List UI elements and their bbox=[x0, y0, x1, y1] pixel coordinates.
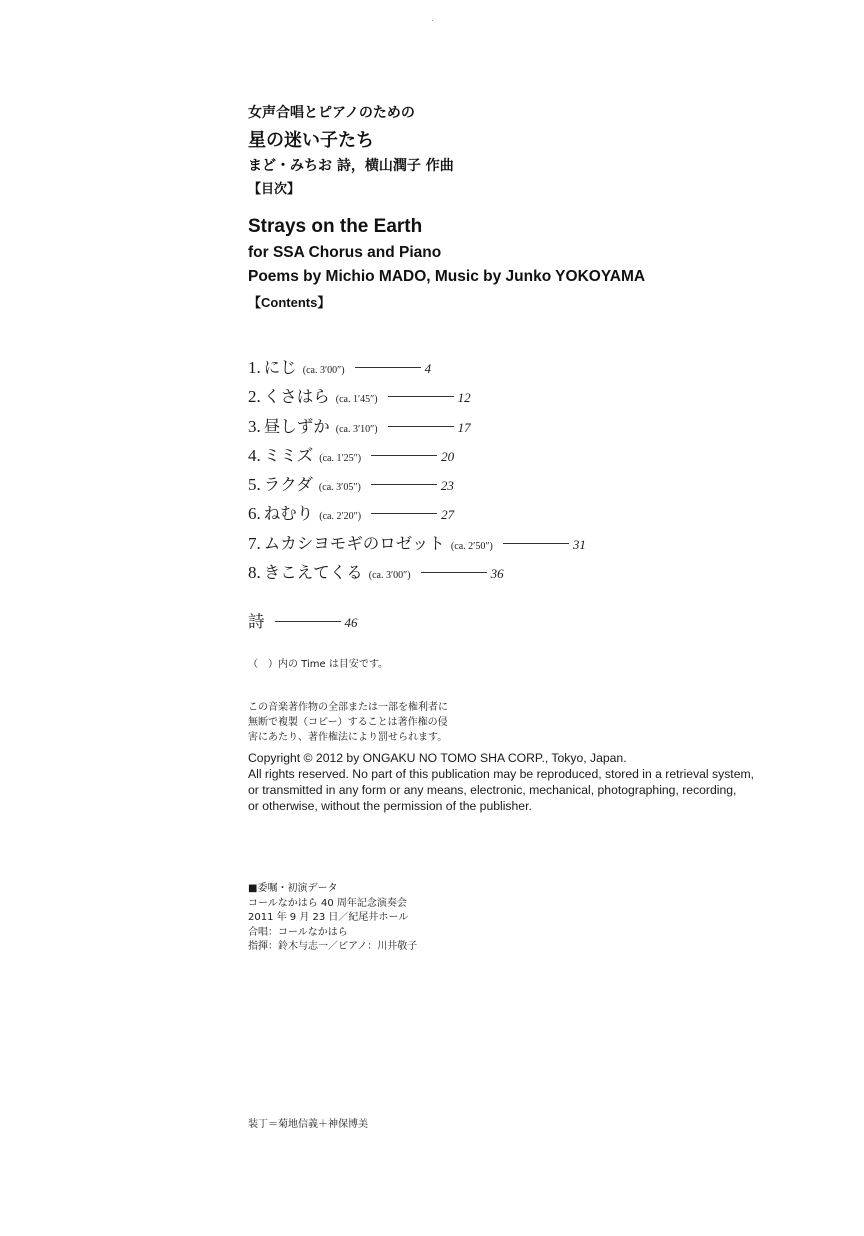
toc-duration: (ca. 3′00″) bbox=[302, 365, 345, 376]
toc-title: ムカシヨモギのロゼット bbox=[263, 533, 445, 553]
toc-page-number: 31 bbox=[572, 536, 586, 552]
toc-page-number: 36 bbox=[490, 566, 504, 582]
toc-leader-line bbox=[371, 455, 437, 456]
toc-leader-line bbox=[388, 426, 454, 427]
copyright-line: All rights reserved. No part of this publication may be reproduced, stored in a retrieval system, bbox=[248, 767, 755, 781]
toc-entry[interactable] bbox=[248, 442, 668, 471]
rights-notice-japanese bbox=[248, 700, 448, 745]
time-note: （ ）内の Time は目安です。 bbox=[248, 659, 389, 670]
toc-page-number: 17 bbox=[457, 419, 471, 435]
toc-entry[interactable] bbox=[248, 354, 668, 383]
toc-entry[interactable] bbox=[248, 530, 668, 559]
japanese-credits: まど・みちお 詩，横山潤子 作曲 bbox=[248, 158, 454, 174]
toc-entry[interactable] bbox=[248, 559, 668, 588]
rights-line: 無断で複製（コピー）することは著作権の侵 bbox=[248, 717, 448, 728]
toc-title: 詩 bbox=[248, 612, 265, 632]
toc-page-number: 4 bbox=[424, 361, 432, 376]
premiere-line: コールなかはら 40 周年記念演奏会 bbox=[248, 897, 407, 909]
toc-title: にじ bbox=[263, 358, 297, 377]
toc-leader-line bbox=[503, 543, 569, 544]
toc-entry[interactable] bbox=[248, 500, 668, 529]
japanese-subtitle: 女声合唱とピアノのための bbox=[248, 105, 415, 121]
design-credit: 装丁＝菊地信義＋神保博美 bbox=[248, 1119, 368, 1130]
toc-duration: (ca. 3′10″) bbox=[335, 423, 378, 435]
premiere-line: 2011 年 9 月 23 日／紀尾井ホール bbox=[248, 912, 409, 923]
toc-number: 1. bbox=[248, 358, 261, 377]
toc-leader-line bbox=[388, 396, 454, 397]
toc-page-number: 27 bbox=[441, 507, 455, 523]
toc-leader-line bbox=[371, 513, 437, 514]
toc-duration: (ca. 2′20″) bbox=[319, 511, 362, 523]
toc-page-number: 23 bbox=[440, 478, 454, 494]
toc-number: 8. bbox=[248, 563, 261, 583]
toc-title: ラクダ bbox=[263, 475, 313, 495]
toc-page-number: 20 bbox=[441, 448, 455, 464]
toc-number: 6. bbox=[248, 504, 261, 524]
premiere-heading: ■委嘱・初演データ bbox=[248, 883, 338, 894]
rights-line: 害にあたり、著作権法により罰せられます。 bbox=[248, 732, 448, 743]
japanese-contents-label: 【目次】 bbox=[248, 182, 301, 197]
toc-entry[interactable] bbox=[248, 383, 668, 412]
toc-duration: (ca. 3′00″) bbox=[368, 570, 411, 582]
toc-title: きこえてくる bbox=[263, 563, 363, 583]
toc-title: くさはら bbox=[263, 387, 330, 407]
english-subtitle: for SSA Chorus and Piano bbox=[248, 244, 442, 261]
english-contents-label: 【Contents】 bbox=[248, 295, 331, 310]
toc-number: 4. bbox=[248, 445, 261, 465]
toc-title: ねむり bbox=[263, 504, 314, 524]
copyright-line: or otherwise, without the permission of the publisher. bbox=[248, 799, 532, 813]
toc-leader-line bbox=[421, 572, 487, 573]
english-title: Strays on the Earth bbox=[248, 216, 423, 237]
rights-line: この音楽著作物の全部または一部を権利者に bbox=[248, 702, 448, 713]
toc-number: 3. bbox=[248, 416, 261, 436]
toc-entry[interactable] bbox=[248, 413, 668, 442]
japanese-title: 星の迷い子たち bbox=[248, 130, 374, 151]
copyright-line: Copyright © 2012 by ONGAKU NO TOMO SHA CORP., Tokyo, Japan. bbox=[248, 751, 627, 765]
toc-number: 5. bbox=[248, 475, 261, 495]
toc-title: ミミズ bbox=[263, 445, 314, 465]
copyright-notice bbox=[248, 750, 754, 814]
toc-title: 昼しずか bbox=[263, 416, 330, 436]
toc-leader-line bbox=[371, 484, 437, 485]
toc-entry[interactable] bbox=[248, 471, 668, 500]
toc-number: 2. bbox=[248, 387, 261, 407]
toc-number: 7. bbox=[248, 533, 261, 553]
scan-speck bbox=[432, 20, 433, 21]
toc-page-number: 46 bbox=[344, 615, 358, 631]
premiere-line: 指揮：鈴木与志一／ピアノ：川井敬子 bbox=[248, 941, 418, 952]
toc-leader-line bbox=[275, 621, 341, 622]
toc-leader-line bbox=[355, 367, 421, 368]
toc-page-number: 12 bbox=[457, 390, 471, 406]
toc-duration: (ca. 1′25″) bbox=[319, 452, 362, 464]
table-of-contents bbox=[248, 354, 668, 638]
premiere-line: 合唱：コールなかはら bbox=[248, 926, 348, 938]
english-credits: Poems by Michio MADO, Music by Junko YOKOYAMA bbox=[248, 268, 646, 285]
toc-duration: (ca. 1′45″) bbox=[335, 394, 378, 406]
toc-duration: (ca. 3′05″) bbox=[318, 482, 361, 494]
copyright-line: or transmitted in any form or any means, electronic, mechanical, photographing, recording, bbox=[248, 783, 737, 797]
premiere-data bbox=[248, 882, 417, 955]
toc-duration: (ca. 2′50″) bbox=[450, 540, 493, 552]
toc-entry-poems[interactable] bbox=[248, 608, 668, 637]
